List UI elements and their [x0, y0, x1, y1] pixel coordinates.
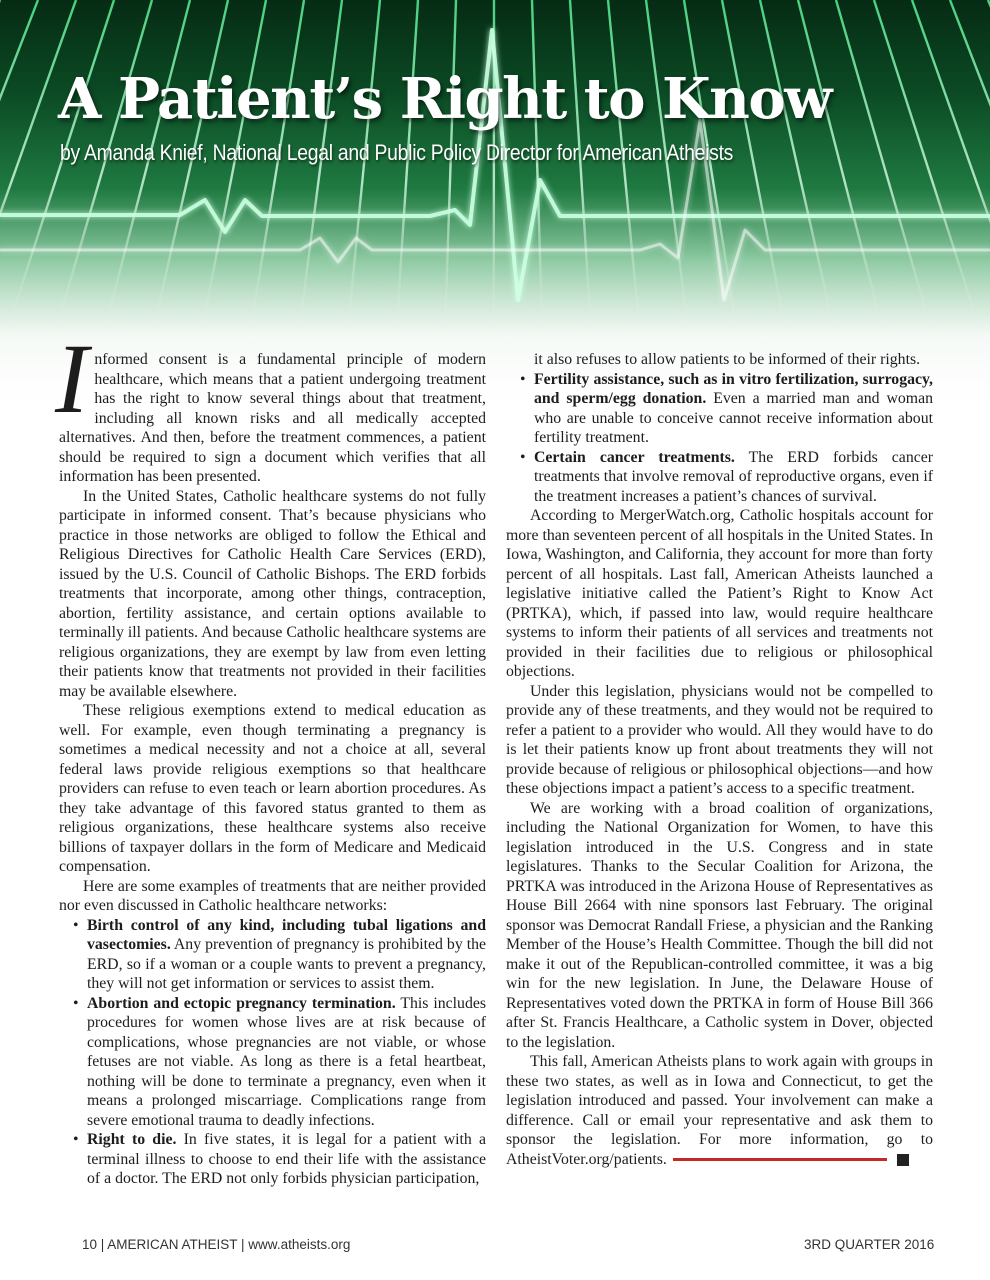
paragraph: We are working with a broad coalition of organizations, including the National Organization for Women, to have this legislation introduced in the U.S. Congress and in state legislatures. Thanks to the Secular Coalition for Arizona, the PRTKA was introduced in the Arizona House of Representatives as House Bill 2664 with nine sponsors last February. The original sponsor was Democrat Randall Friese, a physician and the Ranking Member of the House’s Health Committee. Though the bill did not make it out of the Republican-controlled committee, it was a big win for the new legislation. In June, the Delaware House of Representatives voted down the PRTKA in form of House Bill 366 after St. Francis Healthcare, a Catholic system in Dover, objected to the legislation. — [506, 799, 933, 1051]
drop-cap: I — [55, 323, 89, 434]
page-footer-left: 10 | AMERICAN ATHEIST | www.atheists.org — [82, 1237, 351, 1252]
paragraph: These religious exemptions extend to medical education as well. For example, even though terminating a pregnancy is sometimes a medical necessity and not a choice at all, several federal laws provide religious exemptions so that healthcare providers can refuse to even teach or learn abortion procedures. As they take advantage of this favored status granted to them as religious organizations, these healthcare systems also receive billions of taxpayer dollars in the form of Medicare and Medicaid compensation. — [59, 702, 486, 875]
list-item: • Certain cancer treatments. The ERD forbids cancer treatments that involve removal of reproductive organs, even if the treatment increases a patient’s chances of survival. — [534, 448, 933, 507]
article-column-right — [506, 350, 933, 1169]
paragraph: According to MergerWatch.org, Catholic hospitals account for more than seventeen percent of all hospitals in the United States. In Iowa, Washington, and California, they account for more than forty percent of all hospitals. Last fall, American Atheists launched a legislative initiative called the Patient’s Right to Know Act (PRTKA), which, if passed into law, would require healthcare systems to inform their patients of all services and treatments not provided in their facilities due to religious or philosophical objections. — [506, 507, 933, 680]
list-item: • Birth control of any kind, including tubal ligations and vasectomies. Any prevention of pregnancy is prohibited by the ERD, so if a woman or a couple wants to prevent a pregnancy, they will not get information or services to assist them. — [87, 916, 486, 994]
paragraph: Here are some examples of treatments that are neither provided nor even discussed in Catholic healthcare networks: — [59, 877, 486, 914]
treatment-list — [59, 916, 486, 1189]
list-item: • Abortion and ectopic pregnancy termination. This includes procedures for women whose lives are at risk because of complications, whose pregnancies are not viable, or whose fetuses are not viable. As long as there is a fetal heartbeat, nothing will be done to terminate a pregnancy, even when it means a prolonged miscarriage. Complications range from severe emotional trauma to deadly infections. — [87, 994, 486, 1131]
page-footer-right: 3RD QUARTER 2016 — [804, 1237, 935, 1252]
paragraph: In the United States, Catholic healthcare systems do not fully participate in informed consent. That’s because physicians who practice in those networks are obliged to follow the Ethical and Religious Directives for Catholic Health Care Services (ERD), issued by the U.S. Council of Catholic Bishops. The ERD forbids treatments that incorporate, among other things, contraception, abortion, fertility assistance, and certain options available to terminally ill patients. And because Catholic healthcare systems are religious organizations, they are exempt by law from even letting their patients know that treatments not provided in their facilities may be available elsewhere. — [59, 487, 486, 700]
list-item: • Fertility assistance, such as in vitro fertilization, surrogacy, and sperm/egg donation. Even a married man and woman who are unable to conceive cannot receive information about fertility treatment. — [534, 370, 933, 448]
list-item-continued: it also refuses to allow patients to be informed of their rights. — [534, 351, 921, 368]
paragraph: Informed consent is a fundamental principle of modern healthcare, which means that a patient undergoing treatment has the right to know several things about that treatment, including all known risks and all medically accepted alternatives. And then, before the treatment commences, a patient should be required to sign a document which verifies that all information has been presented. — [55, 323, 486, 485]
article-column-left — [55, 323, 487, 1189]
article-title: A Patient’s Right to Know — [58, 66, 831, 132]
article-byline: by Amanda Knief, National Legal and Public Policy Director for American Atheists — [60, 140, 734, 165]
treatment-list-continued — [506, 350, 933, 506]
end-rule — [673, 1158, 887, 1161]
paragraph: Under this legislation, physicians would not be compelled to provide any of these treatments, and they would not be required to refer a patient to a provider who would. All they would have to do is let their patients know up front about treatments they will not provide because of religious or philosophical objections—and how these objections impact a patient’s access to a specific treatment. — [506, 682, 933, 797]
paragraph: This fall, American Atheists plans to work again with groups in these two states, as well as in Iowa and Connecticut, to get the legislation introduced and passed. Your involvement can make a difference. Call or email your representative and ask them to sponsor the legislation. For more information, go to AtheistVoter.org/patients. — [506, 1053, 933, 1168]
end-of-article-icon — [897, 1154, 909, 1166]
list-item: • Right to die. In five states, it is legal for a patient with a terminal illness to choose to end their life with the assistance of a doctor. The ERD not only forbids physician participation, — [87, 1130, 486, 1189]
